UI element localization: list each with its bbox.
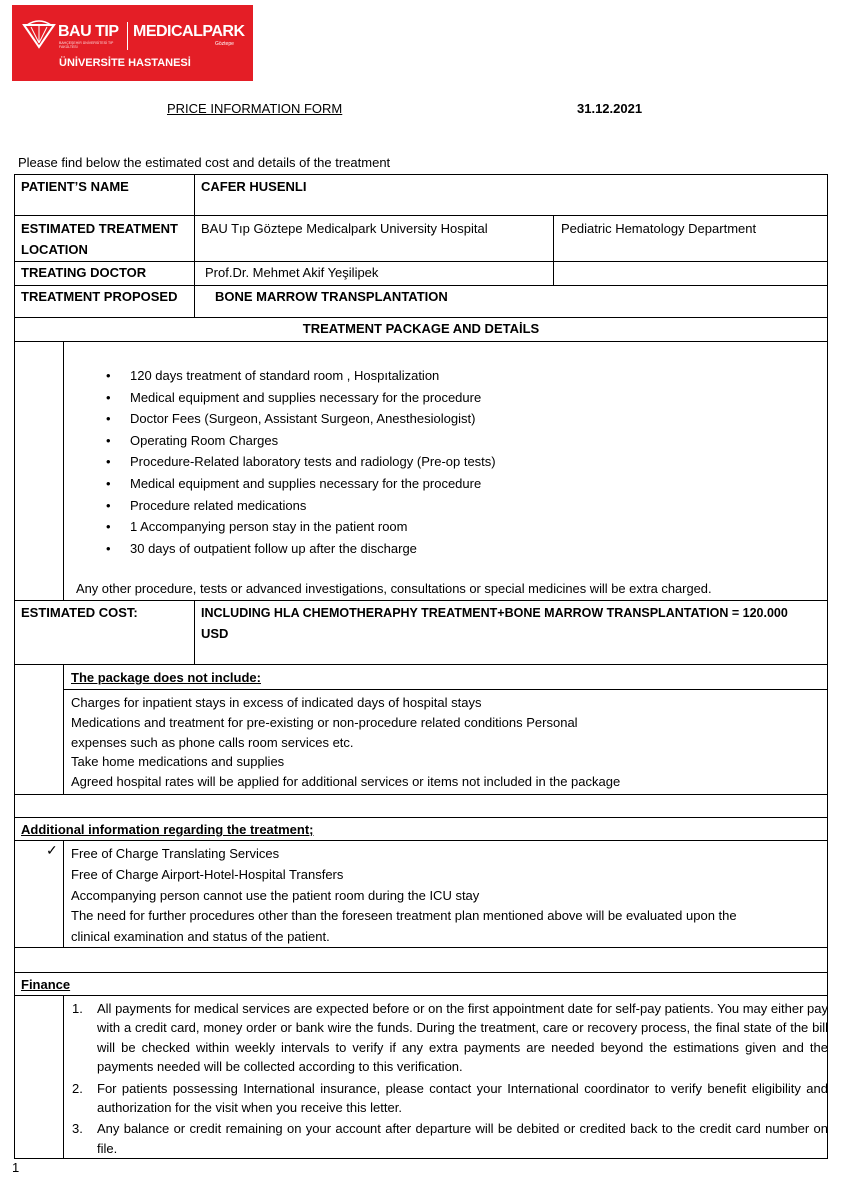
doctor-value: Prof.Dr. Mehmet Akif Yeşilipek [205, 265, 379, 280]
intro-text: Please find below the estimated cost and details of the treatment [18, 155, 391, 170]
list-item: • Medical equipment and supplies necessary for the procedure [130, 388, 496, 410]
logo-university-hospital-text: ÜNİVERSİTE HASTANESİ [59, 57, 191, 69]
list-item [72, 1079, 828, 1118]
department-value: Pediatric Hematology Department [561, 221, 757, 236]
finance-item-text: Any balance or credit remaining on your account after departure will be debited or credited back to the credit card number on file. [97, 1121, 828, 1156]
finance-item-text: All payments for medical services are expected before or on the first appointment date for self-pay patients. You may either pay with a credit card, money order or bank wire the funds. During the treatment, care or recovery process, the final state of the bill will be checked within weekly intervals to verify if any extra payments are needed beyond the estimations given and the payments needed will be collected according to this verification. [97, 1001, 828, 1075]
package-note: Any other procedure, tests or advanced investigations, consultations or special medicines will be extra charged. [76, 581, 712, 596]
form-date: 31.12.2021 [577, 101, 643, 116]
list-item: Free of Charge Airport-Hotel-Hospital Transfers [71, 866, 344, 882]
list-item: Medications and treatment for pre-existing or non-procedure related conditions Personal [71, 714, 578, 730]
exclusions-list [71, 693, 620, 792]
cost-value-line2: USD [201, 626, 229, 641]
logo-tagline: BAHÇEŞEHİR ÜNİVERSİTESİ TIP FAKÜLTESİ [59, 41, 114, 49]
list-item: • Medical equipment and supplies necessary for the procedure [130, 474, 496, 496]
page-number: 1 [12, 1160, 20, 1175]
spacer-row [14, 794, 828, 818]
finance-heading: Finance [21, 977, 71, 992]
finance-heading-cell [14, 972, 828, 996]
list-item: The need for further procedures other than the foreseen treatment plan mentioned above will be evaluated upon the [71, 908, 737, 924]
logo-goztepe-text: Göztepe [215, 41, 234, 47]
treatment-value: BONE MARROW TRANSPLANTATION [215, 289, 448, 304]
list-number: 1. [72, 1001, 83, 1016]
form-title: PRICE INFORMATION FORM [167, 101, 343, 116]
additional-heading: Additional information regarding the treatment; [21, 822, 314, 837]
list-item: • Procedure-Related laboratory tests and radiology (Pre-op tests) [130, 452, 496, 474]
location-label-line1: ESTIMATED TREATMENT [21, 221, 178, 236]
diamond-logo-icon [22, 19, 56, 49]
logo-bau-tip-text: BAU TIP [58, 23, 119, 40]
cost-value-line1: INCLUDING HLA CHEMOTHERAPHY TREATMENT+BONE MARROW TRANSPLANTATION = 120.000 [201, 606, 788, 620]
list-item: • Operating Room Charges [130, 431, 496, 453]
location-label-line2: LOCATION [21, 242, 88, 257]
finance-item-text: For patients possessing International insurance, please contact your International coordinator to verify benefit eligibility and authorization for the visit when you receive this letter. [97, 1080, 828, 1116]
package-heading: TREATMENT PACKAGE AND DETAİLS [302, 321, 540, 336]
treatment-label: TREATMENT PROPOSED [21, 289, 178, 304]
list-number: 2. [72, 1080, 83, 1096]
list-item: Charges for inpatient stays in excess of indicated days of hospital stays [71, 695, 482, 710]
patient-name-value: CAFER HUSENLI [201, 179, 307, 194]
additional-list [71, 844, 737, 948]
list-item: • 1 Accompanying person stay in the patient room [130, 517, 496, 539]
doctor-empty-cell [553, 261, 828, 286]
list-item [72, 999, 828, 1077]
list-item: • Procedure related medications [130, 496, 496, 518]
list-item: • Doctor Fees (Surgeon, Assistant Surgeon, Anesthesiologist) [130, 409, 496, 431]
list-item: clinical examination and status of the patient. [71, 929, 330, 945]
package-inclusions-list [130, 366, 496, 560]
list-item: Free of Charge Translating Services [71, 846, 280, 861]
list-item: Agreed hospital rates will be applied for additional services or items not included in the package [71, 774, 621, 790]
checkmark-icon: ✓ [46, 842, 58, 858]
patient-name-label: PATIENT’S NAME [21, 179, 129, 194]
cost-label: ESTIMATED COST: [21, 605, 138, 620]
location-value: BAU Tıp Göztepe Medicalpark University Hospital [201, 221, 488, 236]
exclusions-heading: The package does not include: [71, 670, 261, 685]
hospital-logo [12, 5, 253, 81]
list-item: • 30 days of outpatient follow up after the discharge [130, 539, 496, 561]
finance-left-cell [14, 995, 64, 1159]
exclusions-left-cell [14, 664, 64, 795]
list-item: expenses such as phone calls room services etc. [71, 734, 354, 750]
logo-divider [127, 22, 128, 50]
finance-list [72, 999, 828, 1160]
package-left-cell [14, 341, 64, 601]
logo-medicalpark-text: MEDICALPARK [133, 23, 245, 40]
spacer-row [14, 947, 828, 973]
list-number: 3. [72, 1121, 83, 1137]
list-item [72, 1119, 828, 1158]
doctor-label: TREATING DOCTOR [21, 265, 147, 280]
list-item: Accompanying person cannot use the patient room during the ICU stay [71, 887, 480, 903]
list-item: • 120 days treatment of standard room , Hospıtalization [130, 366, 496, 388]
list-item: Take home medications and supplies [71, 754, 285, 770]
